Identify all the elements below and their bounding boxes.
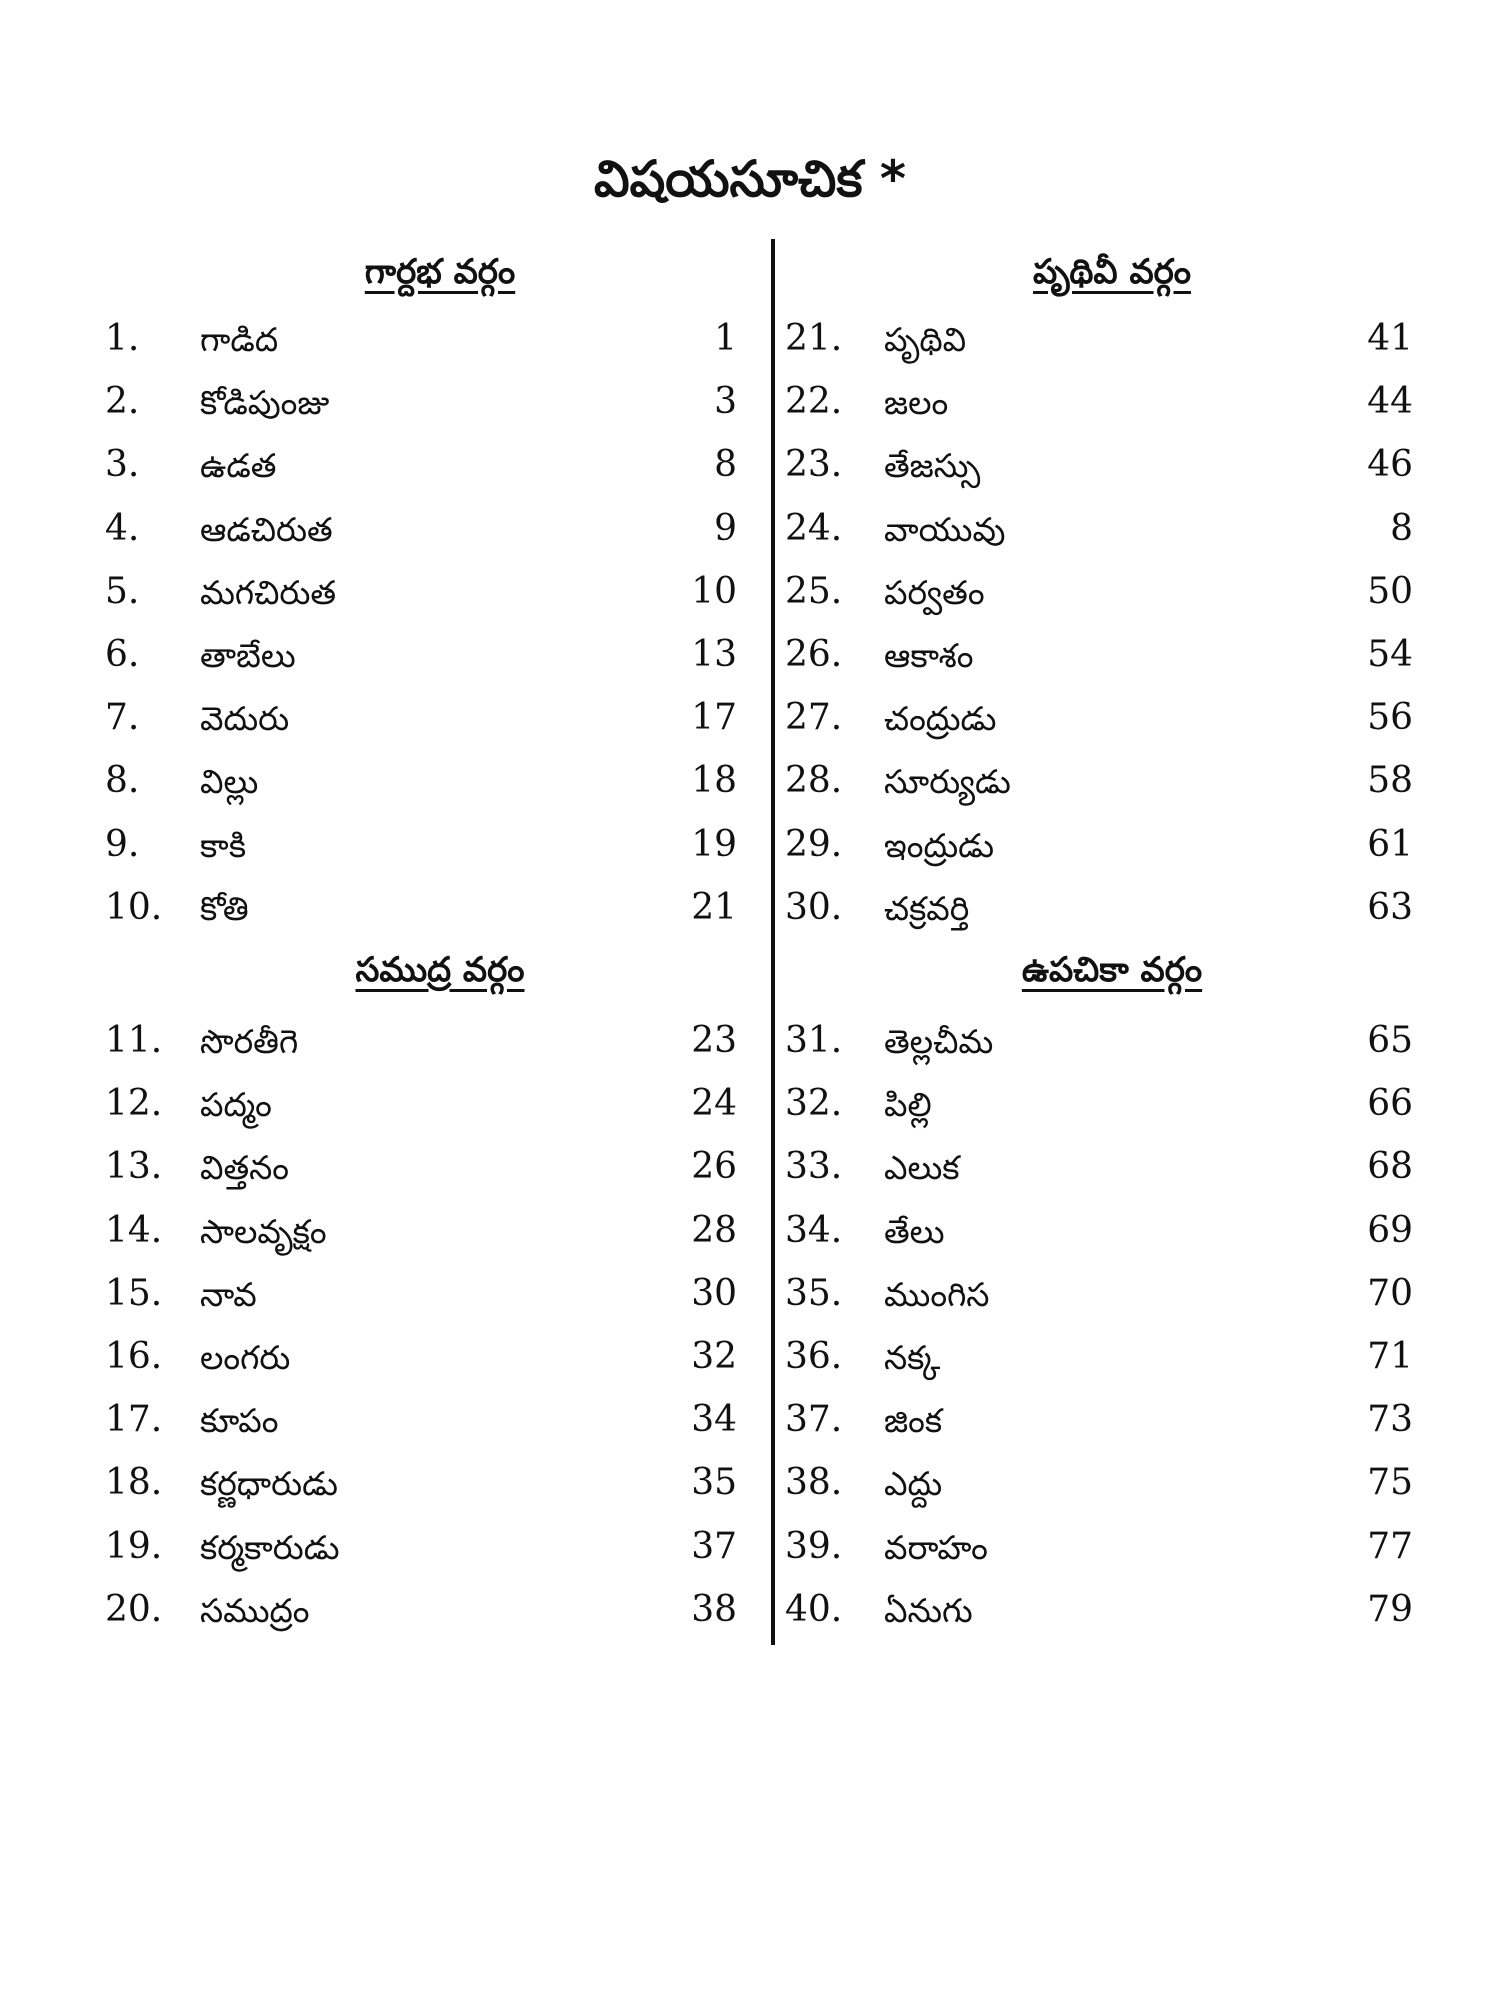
entry-page: 56 bbox=[1367, 697, 1413, 739]
entry-title: విల్లు bbox=[200, 762, 259, 802]
toc-entry bbox=[105, 571, 737, 621]
entry-title: తాబేలు bbox=[200, 636, 296, 675]
page-title: విషయసూచిక * bbox=[594, 150, 906, 208]
entry-title: ఉడత bbox=[200, 446, 277, 486]
toc-entry bbox=[105, 508, 737, 558]
section-heading: గార్దభ వర్గం bbox=[364, 252, 516, 292]
entry-title: మగచిరుత bbox=[200, 572, 337, 612]
toc-entry bbox=[105, 381, 737, 431]
entry-number: 6. bbox=[105, 634, 140, 675]
column-divider bbox=[771, 239, 775, 1645]
entry-number: 7. bbox=[105, 697, 140, 739]
toc-entry bbox=[105, 887, 737, 937]
entry-number: 31. bbox=[785, 1020, 843, 1061]
entry-title: కర్మకారుడు bbox=[200, 1527, 340, 1567]
entry-number: 17. bbox=[105, 1399, 163, 1441]
entry-number: 16. bbox=[105, 1336, 163, 1377]
entry-title: లంగరు bbox=[200, 1338, 291, 1377]
entry-page: 8 bbox=[1390, 507, 1413, 549]
entry-number: 25. bbox=[785, 570, 843, 612]
toc-entry bbox=[785, 571, 1413, 621]
entry-title: సాలవృక్షం bbox=[200, 1211, 327, 1251]
toc-entry bbox=[785, 1146, 1413, 1196]
entry-page: 68 bbox=[1367, 1146, 1413, 1188]
toc-entry bbox=[785, 1020, 1413, 1070]
toc-entry bbox=[785, 760, 1413, 810]
section-heading: పృథివీ వర్గం bbox=[1032, 252, 1192, 292]
entry-number: 35. bbox=[785, 1272, 843, 1314]
toc-entry bbox=[105, 1336, 737, 1386]
entry-title: వరాహం bbox=[884, 1527, 988, 1567]
entry-page: 13 bbox=[691, 634, 737, 675]
toc-entry bbox=[785, 381, 1413, 431]
entry-page: 77 bbox=[1367, 1525, 1413, 1567]
toc-entry bbox=[785, 634, 1413, 684]
entry-title: కర్ణధారుడు bbox=[200, 1464, 338, 1504]
entry-number: 39. bbox=[785, 1525, 843, 1567]
entry-page: 63 bbox=[1367, 886, 1413, 928]
toc-entry bbox=[785, 318, 1413, 368]
entry-page: 8 bbox=[714, 444, 737, 486]
entry-page: 79 bbox=[1367, 1588, 1413, 1630]
entry-title: పృథివి bbox=[884, 320, 967, 359]
entry-number: 36. bbox=[785, 1336, 843, 1377]
entry-title: సూర్యుడు bbox=[884, 762, 1011, 802]
entry-number: 23. bbox=[785, 444, 843, 486]
entry-title: చంద్రుడు bbox=[884, 699, 997, 739]
toc-entry bbox=[785, 887, 1413, 937]
entry-number: 27. bbox=[785, 697, 843, 739]
entry-number: 1. bbox=[105, 318, 140, 359]
entry-number: 20. bbox=[105, 1588, 163, 1630]
toc-entry bbox=[785, 1210, 1413, 1260]
entry-title: వాయువు bbox=[884, 509, 1006, 549]
entry-title: ముంగిస bbox=[884, 1274, 990, 1314]
entry-number: 18. bbox=[105, 1462, 163, 1504]
entry-number: 19. bbox=[105, 1525, 163, 1567]
entry-title: నావ bbox=[200, 1274, 257, 1314]
entry-number: 2. bbox=[105, 381, 140, 423]
entry-number: 5. bbox=[105, 570, 140, 612]
entry-number: 12. bbox=[105, 1083, 163, 1125]
toc-entry bbox=[105, 1399, 737, 1449]
entry-number: 34. bbox=[785, 1209, 843, 1251]
entry-page: 32 bbox=[691, 1336, 737, 1377]
entry-page: 37 bbox=[691, 1525, 737, 1567]
entry-title: ఆడచిరుత bbox=[200, 509, 333, 549]
toc-entry bbox=[785, 1273, 1413, 1323]
entry-page: 30 bbox=[691, 1272, 737, 1314]
entry-page: 19 bbox=[691, 823, 737, 865]
entry-title: విత్తనం bbox=[200, 1148, 290, 1188]
toc-entry bbox=[105, 760, 737, 810]
entry-number: 28. bbox=[785, 760, 843, 802]
toc-entry bbox=[105, 824, 737, 874]
entry-number: 14. bbox=[105, 1209, 163, 1251]
entry-number: 40. bbox=[785, 1588, 843, 1630]
entry-page: 41 bbox=[1367, 318, 1413, 359]
toc-entry bbox=[105, 318, 737, 368]
entry-page: 10 bbox=[691, 570, 737, 612]
entry-title: తెల్లచీమ bbox=[884, 1022, 994, 1061]
entry-number: 8. bbox=[105, 760, 140, 802]
toc-entry bbox=[785, 1083, 1413, 1133]
entry-number: 11. bbox=[105, 1020, 163, 1061]
entry-page: 61 bbox=[1367, 823, 1413, 865]
toc-entry bbox=[105, 1589, 737, 1639]
entry-title: జలం bbox=[884, 383, 949, 423]
entry-number: 24. bbox=[785, 507, 843, 549]
entry-title: పద్మం bbox=[200, 1085, 272, 1125]
entry-page: 35 bbox=[691, 1462, 737, 1504]
toc-entry bbox=[785, 1589, 1413, 1639]
entry-number: 4. bbox=[105, 507, 140, 549]
entry-title: జింక bbox=[884, 1401, 943, 1441]
entry-number: 10. bbox=[105, 886, 163, 928]
entry-title: సొరతీగె bbox=[200, 1022, 299, 1061]
entry-page: 21 bbox=[691, 886, 737, 928]
entry-page: 18 bbox=[691, 760, 737, 802]
toc-entry bbox=[105, 1526, 737, 1576]
entry-page: 66 bbox=[1367, 1083, 1413, 1125]
entry-page: 58 bbox=[1367, 760, 1413, 802]
entry-title: కోడిపుంజు bbox=[200, 383, 330, 423]
entry-page: 23 bbox=[691, 1020, 737, 1061]
entry-title: వెదురు bbox=[200, 699, 290, 739]
section-heading: సముద్ర వర్గం bbox=[355, 950, 525, 990]
entry-title: ఎద్దు bbox=[884, 1464, 943, 1504]
entry-title: నక్క bbox=[884, 1338, 941, 1377]
entry-page: 44 bbox=[1367, 381, 1413, 423]
entry-title: సముద్రం bbox=[200, 1590, 310, 1630]
toc-entry bbox=[785, 1399, 1413, 1449]
toc-entry bbox=[785, 508, 1413, 558]
entry-title: ఇంద్రుడు bbox=[884, 825, 995, 865]
toc-entry bbox=[785, 1336, 1413, 1386]
entry-title: ఏనుగు bbox=[884, 1590, 973, 1630]
toc-entry bbox=[105, 634, 737, 684]
toc-entry bbox=[785, 1526, 1413, 1576]
entry-number: 3. bbox=[105, 444, 140, 486]
entry-page: 46 bbox=[1367, 444, 1413, 486]
entry-title: పిల్లి bbox=[884, 1085, 932, 1125]
entry-page: 24 bbox=[691, 1083, 737, 1125]
entry-number: 29. bbox=[785, 823, 843, 865]
entry-number: 9. bbox=[105, 823, 140, 865]
toc-entry bbox=[105, 444, 737, 494]
entry-page: 65 bbox=[1367, 1020, 1413, 1061]
entry-title: తేజస్సు bbox=[884, 446, 981, 486]
entry-page: 50 bbox=[1367, 570, 1413, 612]
toc-entry bbox=[785, 824, 1413, 874]
entry-title: ఆకాశం bbox=[884, 636, 974, 675]
entry-title: తేలు bbox=[884, 1211, 945, 1251]
entry-title: కోతి bbox=[200, 888, 249, 928]
entry-number: 33. bbox=[785, 1146, 843, 1188]
entry-number: 30. bbox=[785, 886, 843, 928]
entry-page: 54 bbox=[1367, 634, 1413, 675]
entry-page: 9 bbox=[714, 507, 737, 549]
entry-number: 15. bbox=[105, 1272, 163, 1314]
entry-page: 73 bbox=[1367, 1399, 1413, 1441]
entry-page: 3 bbox=[714, 381, 737, 423]
toc-entry bbox=[785, 1462, 1413, 1512]
toc-entry bbox=[105, 1273, 737, 1323]
entry-number: 13. bbox=[105, 1146, 163, 1188]
entry-page: 1 bbox=[714, 318, 737, 359]
entry-page: 34 bbox=[691, 1399, 737, 1441]
entry-number: 21. bbox=[785, 318, 843, 359]
entry-number: 32. bbox=[785, 1083, 843, 1125]
entry-number: 38. bbox=[785, 1462, 843, 1504]
entry-title: కూపం bbox=[200, 1401, 279, 1441]
toc-entry bbox=[785, 444, 1413, 494]
entry-title: కాకి bbox=[200, 825, 247, 865]
toc-entry bbox=[785, 697, 1413, 747]
entry-page: 28 bbox=[691, 1209, 737, 1251]
toc-entry bbox=[105, 1462, 737, 1512]
entry-number: 37. bbox=[785, 1399, 843, 1441]
toc-entry bbox=[105, 1020, 737, 1070]
entry-page: 26 bbox=[691, 1146, 737, 1188]
entry-page: 70 bbox=[1367, 1272, 1413, 1314]
entry-page: 17 bbox=[691, 697, 737, 739]
entry-page: 71 bbox=[1367, 1336, 1413, 1377]
entry-title: చక్రవర్తి bbox=[884, 888, 970, 928]
section-heading: ఉపచికా వర్గం bbox=[1021, 950, 1203, 990]
entry-page: 75 bbox=[1367, 1462, 1413, 1504]
entry-page: 69 bbox=[1367, 1209, 1413, 1251]
toc-entry bbox=[105, 1083, 737, 1133]
toc-entry bbox=[105, 697, 737, 747]
entry-number: 26. bbox=[785, 634, 843, 675]
entry-page: 38 bbox=[691, 1588, 737, 1630]
entry-title: పర్వతం bbox=[884, 572, 985, 612]
entry-title: గాడిద bbox=[200, 320, 279, 359]
toc-entry bbox=[105, 1210, 737, 1260]
entry-number: 22. bbox=[785, 381, 843, 423]
toc-entry bbox=[105, 1146, 737, 1196]
entry-title: ఎలుక bbox=[884, 1148, 960, 1188]
